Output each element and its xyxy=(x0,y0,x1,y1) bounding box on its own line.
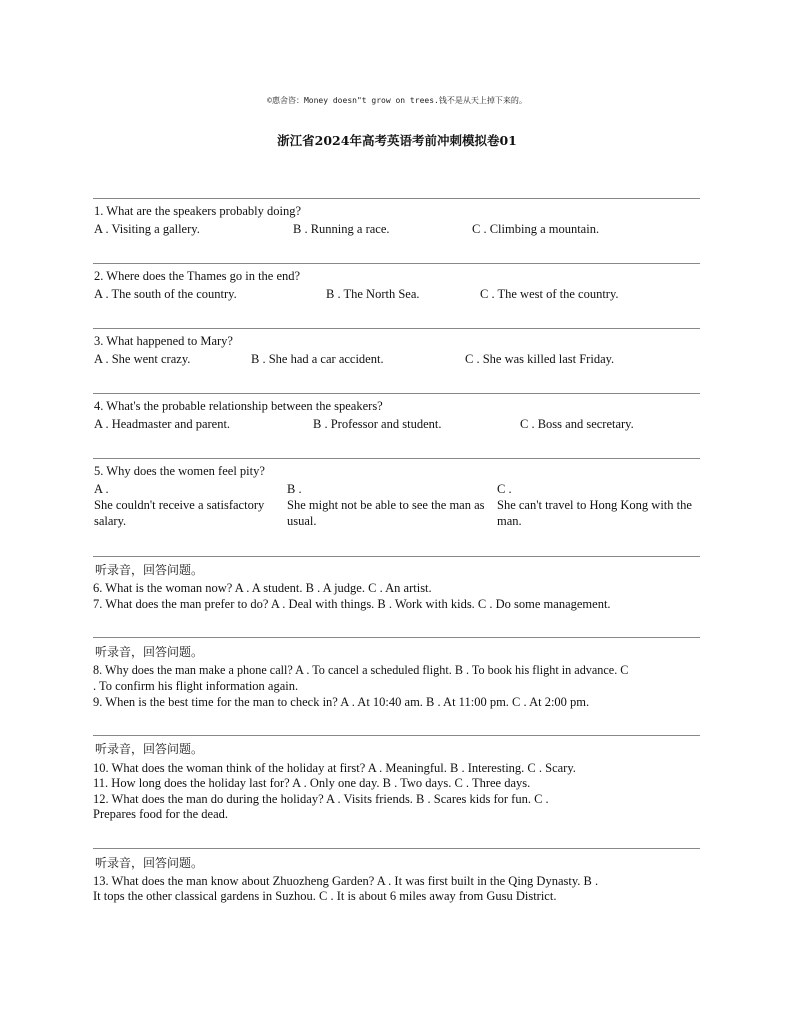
listening-instruction: 听录音，回答问题。 xyxy=(95,645,204,659)
question-3-option-a: A . She went crazy. xyxy=(94,352,191,366)
question-6: 6. What is the woman now? A . A student. B . A judge. C . An artist. xyxy=(93,581,432,595)
option-c-label: C . xyxy=(497,482,512,496)
question-13: 13. What does the man know about Zhuozheng Garden? A . It was first built in the Qing Dynasty. B . xyxy=(93,874,599,888)
question-8-continued: . To confirm his flight information again. xyxy=(93,679,299,693)
option-a-label: A . xyxy=(94,482,109,496)
question-1-option-a: A . Visiting a gallery. xyxy=(94,222,200,236)
divider xyxy=(93,556,700,557)
question-9: 9. When is the best time for the man to check in? A . At 10:40 am. B . At 11:00 pm. C . At 2:00 pm. xyxy=(93,695,590,709)
divider xyxy=(93,458,700,459)
divider xyxy=(93,263,700,264)
option-b-text: She might not be able to see the man as usual. xyxy=(287,498,485,528)
listening-instruction: 听录音，回答问题。 xyxy=(95,742,204,756)
header-note: ©惠舍咨：Money doesn"t grow on trees.钱不是从天上掉下来的。 xyxy=(267,96,527,105)
question-2-stem: 2. Where does the Thames go in the end? xyxy=(94,269,301,283)
question-4-option-a: A . Headmaster and parent. xyxy=(94,417,231,431)
divider xyxy=(93,328,700,329)
listening-instruction: 听录音，回答问题。 xyxy=(95,856,204,870)
listening-instruction: 听录音，回答问题。 xyxy=(95,563,204,577)
question-4-option-c: C . Boss and secretary. xyxy=(520,417,634,431)
option-b-label: B . xyxy=(287,482,302,496)
question-5-option-b xyxy=(287,481,491,529)
divider xyxy=(93,637,700,638)
divider xyxy=(93,848,700,849)
question-5-option-c xyxy=(497,481,701,529)
question-1-option-c: C . Climbing a mountain. xyxy=(472,222,600,236)
question-1-stem: 1. What are the speakers probably doing? xyxy=(94,204,301,218)
divider xyxy=(93,735,700,736)
question-3-option-c: C . She was killed last Friday. xyxy=(465,352,615,366)
question-8: 8. Why does the man make a phone call? A . To cancel a scheduled flight. B . To book his flight in advance. C xyxy=(93,663,629,677)
question-3-stem: 3. What happened to Mary? xyxy=(94,334,233,348)
question-13-continued: It tops the other classical gardens in Suzhou. C . It is about 6 miles away from Gusu District. xyxy=(93,889,557,903)
option-c-text: She can't travel to Hong Kong with the man. xyxy=(497,498,692,528)
question-10: 10. What does the woman think of the holiday at first? A . Meaningful. B . Interesting. C . Scary. xyxy=(93,761,576,775)
question-4-option-b: B . Professor and student. xyxy=(313,417,442,431)
question-7: 7. What does the man prefer to do? A . Deal with things. B . Work with kids. C . Do some management. xyxy=(93,597,611,611)
divider xyxy=(93,393,700,394)
question-4-stem: 4. What's the probable relationship between the speakers? xyxy=(94,399,383,413)
question-11: 11. How long does the holiday last for? A . Only one day. B . Two days. C . Three days. xyxy=(93,776,531,790)
question-2-option-c: C . The west of the country. xyxy=(480,287,619,301)
question-3-option-b: B . She had a car accident. xyxy=(251,352,384,366)
question-5-option-a xyxy=(94,481,282,529)
question-5-stem: 5. Why does the women feel pity? xyxy=(94,464,265,478)
divider xyxy=(93,198,700,199)
question-2-option-a: A . The south of the country. xyxy=(94,287,237,301)
question-12-continued: Prepares food for the dead. xyxy=(93,807,229,821)
question-12: 12. What does the man do during the holiday? A . Visits friends. B . Scares kids for fun. C . xyxy=(93,792,549,806)
option-a-text: She couldn't receive a satisfactory salary. xyxy=(94,498,265,528)
document-title: 浙江省2024年高考英语考前冲刺模拟卷01 xyxy=(277,133,517,148)
question-2-option-b: B . The North Sea. xyxy=(326,287,420,301)
question-1-option-b: B . Running a race. xyxy=(293,222,390,236)
